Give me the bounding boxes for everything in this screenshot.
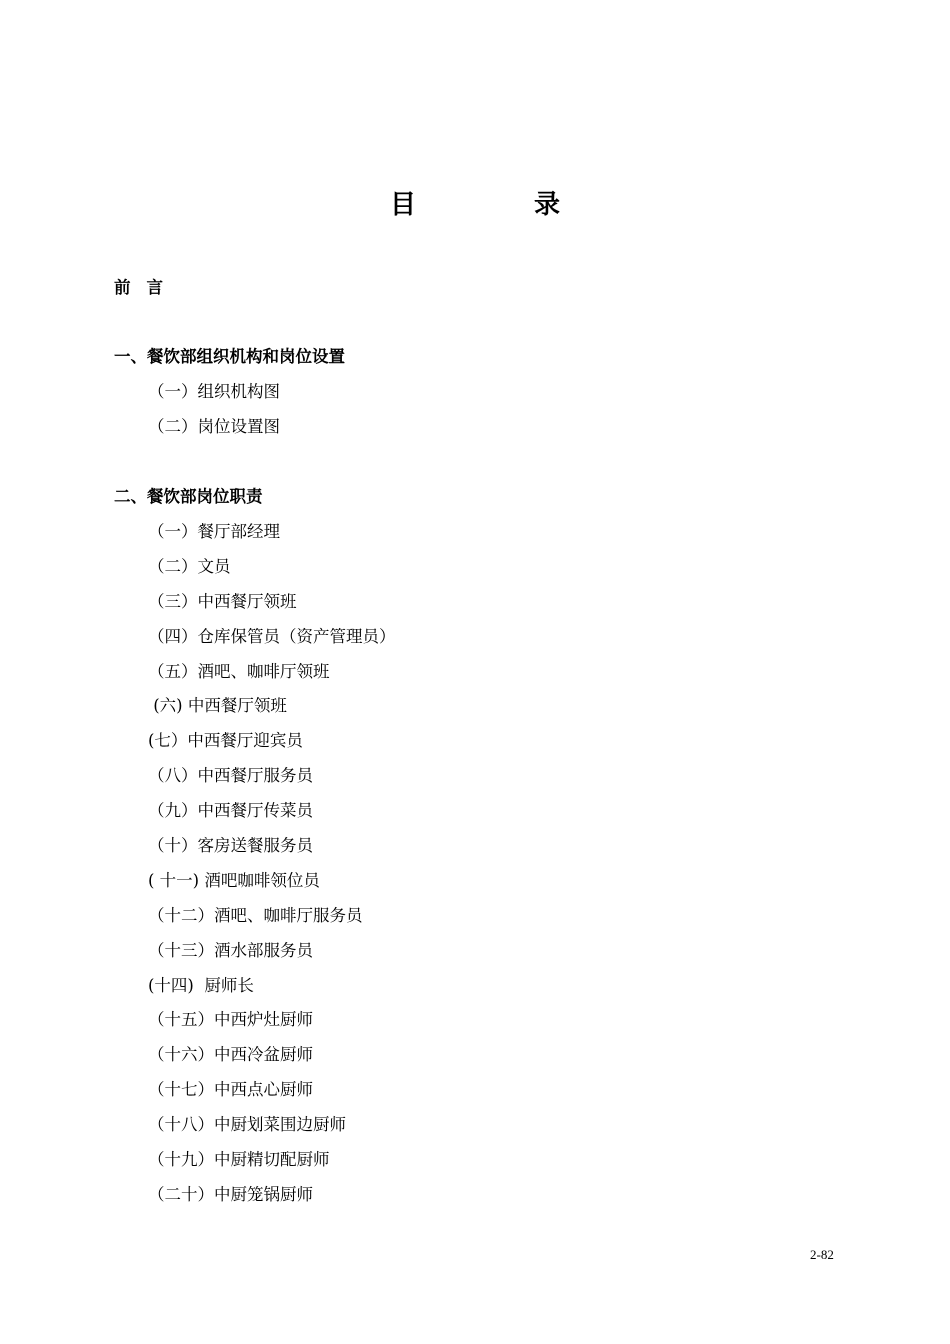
toc-item: （九）中西餐厅传菜员 xyxy=(148,801,313,820)
toc-item: （十八）中厨划菜围边厨师 xyxy=(148,1115,346,1134)
toc-item: （十九）中厨精切配厨师 xyxy=(148,1150,330,1169)
toc-item: （十六）中西冷盆厨师 xyxy=(148,1045,313,1064)
toc-item: （二）文员 xyxy=(148,557,231,576)
toc-item: (六) 中西餐厅领班 xyxy=(148,696,287,715)
toc-preface: 前言 xyxy=(114,278,179,297)
toc-item: （二）岗位设置图 xyxy=(148,417,280,436)
toc-item: ( 十一) 酒吧咖啡领位员 xyxy=(148,871,320,890)
toc-item: （三）中西餐厅领班 xyxy=(148,592,297,611)
toc-item: （一）组织机构图 xyxy=(148,382,280,401)
toc-item: （十二）酒吧、咖啡厅服务员 xyxy=(148,906,363,925)
page-number: 2-82 xyxy=(810,1247,834,1262)
toc-item: （一）餐厅部经理 xyxy=(148,522,280,541)
toc-item: （五）酒吧、咖啡厅领班 xyxy=(148,662,330,681)
toc-item: （十）客房送餐服务员 xyxy=(148,836,313,855)
page-title: 目 录 xyxy=(389,190,606,220)
toc-item: (七）中西餐厅迎宾员 xyxy=(148,731,303,750)
toc-item: （十三）酒水部服务员 xyxy=(148,941,313,960)
toc-item: （十七）中西点心厨师 xyxy=(148,1080,313,1099)
toc-section-1-heading: 一、餐饮部组织机构和岗位设置 xyxy=(114,347,345,366)
toc-item: (十四) 厨师长 xyxy=(148,976,254,995)
toc-item: （四）仓库保管员（资产管理员） xyxy=(148,627,396,646)
toc-item: （二十）中厨笼锅厨师 xyxy=(148,1185,313,1204)
toc-item: （八）中西餐厅服务员 xyxy=(148,766,313,785)
toc-section-2-heading: 二、餐饮部岗位职责 xyxy=(114,487,263,506)
toc-item: （十五）中西炉灶厨师 xyxy=(148,1010,313,1029)
